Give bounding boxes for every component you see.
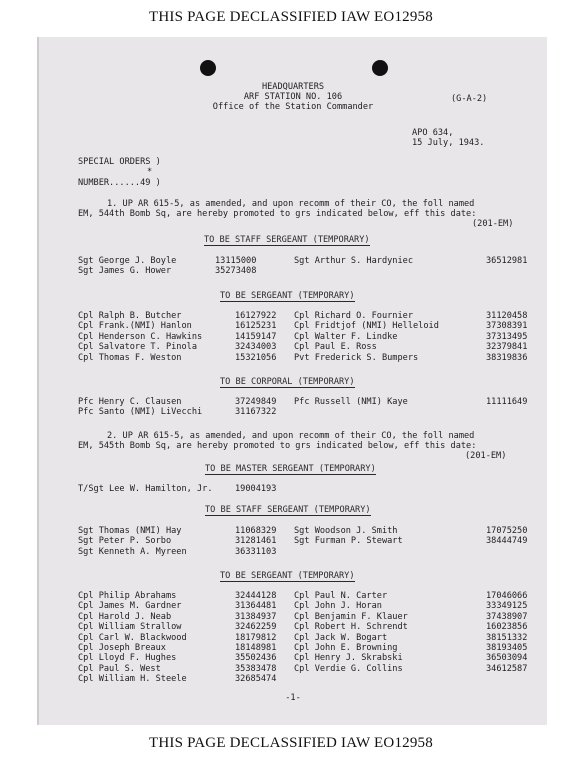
soldier-name: Cpl Paul E. Ross (294, 342, 377, 353)
soldier-name: Pvt Frederick S. Bumpers (294, 352, 419, 363)
soldier-name: Sgt Kenneth A. Myreen (78, 546, 187, 557)
soldier-name: Sgt Woodson J. Smith (294, 526, 398, 536)
soldier-name: Cpl Verdie G. Collins (294, 663, 403, 674)
soldier-name: Cpl Fridtjof (NMI) Helleloid (294, 321, 439, 332)
soldier-name: Cpl Henry J. Skrabski (294, 653, 403, 664)
serial-number: 35383478 (235, 663, 277, 674)
serial-number: 35273408 (215, 266, 257, 277)
serial-number: 33349125 (486, 601, 528, 612)
section-heading: TO BE CORPORAL (TEMPORARY) (220, 377, 355, 387)
serial-number: 31167322 (235, 407, 277, 418)
soldier-name: Cpl William H. Steele (78, 674, 187, 685)
serial-number: 36503094 (486, 653, 528, 664)
serial-number: 19004193 (235, 484, 277, 494)
soldier-name: Sgt Furman P. Stewart (294, 536, 403, 547)
serial-number: 35502436 (235, 653, 277, 664)
soldier-name: Cpl Lloyd F. Hughes (78, 653, 177, 664)
serial-number: 38151332 (486, 632, 528, 643)
serial-number: 13115000 (215, 256, 257, 266)
serial-number: 36331103 (235, 546, 277, 557)
serial-number: 36512981 (486, 256, 528, 266)
para1-line2: EM, 544th Bomb Sq, are hereby promoted to grs indicated below, eff this date: (78, 209, 477, 219)
soldier-name: Cpl Walter F. Lindke (294, 331, 398, 342)
soldier-name: Pfc Russell (NMI) Kaye (294, 397, 408, 407)
serial-number: 16023856 (486, 622, 528, 633)
soldier-name: Cpl Benjamin F. Klauer (294, 611, 408, 622)
soldier-name: Cpl Paul S. West (78, 663, 161, 674)
serial-number: 31384937 (235, 611, 277, 622)
soldier-name: Cpl John J. Horan (294, 601, 382, 612)
para1-line3: (201-EM) (472, 219, 514, 229)
para2-line2: EM, 545th Bomb Sq, are hereby promoted to grs indicated below, eff this date: (78, 441, 477, 451)
header-office: Office of the Station Commander (212, 102, 374, 112)
serial-number: 34612587 (486, 663, 528, 674)
document-page (37, 37, 547, 725)
section-heading: TO BE SERGEANT (TEMPORARY) (220, 291, 355, 301)
serial-number: 31120458 (486, 311, 528, 321)
soldier-name: Cpl James M. Gardner (78, 601, 182, 612)
para2-line3: (201-EM) (465, 451, 507, 461)
soldier-name: Sgt George J. Boyle (78, 256, 177, 266)
soldier-name: Cpl Salvatore T. Pinola (78, 342, 197, 353)
soldier-name: T/Sgt Lee W. Hamilton, Jr. (78, 484, 213, 494)
page-number: -1- (285, 693, 301, 703)
serial-number: 17046066 (486, 591, 528, 601)
soldier-name: Cpl Philip Abrahams (78, 591, 177, 601)
header-code: (G-A-2) (451, 94, 488, 104)
serial-number: 16127922 (235, 311, 277, 321)
serial-number: 15321056 (235, 352, 277, 363)
soldier-name: Cpl Paul N. Carter (294, 591, 388, 601)
serial-number: 38193405 (486, 643, 528, 653)
soldier-name: Cpl Frank.(NMI) Hanlon (78, 321, 192, 332)
soldier-name: Cpl Thomas F. Weston (78, 352, 182, 363)
soldier-name: Sgt Arthur S. Hardyniec (294, 256, 413, 266)
soldier-name: Sgt James G. Hower (78, 266, 172, 277)
header-station: ARF STATION NO. 106 (243, 92, 343, 102)
soldier-name: Pfc Henry C. Clausen (78, 397, 182, 407)
serial-number: 18179812 (235, 632, 277, 643)
serial-number: 11111649 (486, 397, 528, 407)
serial-number: 37308391 (486, 321, 528, 332)
serial-number: 32462259 (235, 622, 277, 633)
soldier-name: Cpl Jack W. Bogart (294, 632, 388, 643)
serial-number: 31364481 (235, 601, 277, 612)
soldier-name: Cpl Carl W. Blackwood (78, 632, 187, 643)
serial-number: 37249849 (235, 397, 277, 407)
soldier-name: Cpl Harold J. Neab (78, 611, 172, 622)
soldier-name: Cpl Joseph Breaux (78, 643, 166, 653)
header-headquarters: HEADQUARTERS (261, 82, 325, 92)
section-heading: TO BE MASTER SERGEANT (TEMPORARY) (205, 464, 376, 474)
header-apo: APO 634, (412, 128, 454, 138)
para2-line1: 2. UP AR 615-5, as amended, and upon recomm of their CO, the foll named (107, 431, 475, 441)
serial-number: 11068329 (235, 526, 277, 536)
serial-number: 32685474 (235, 674, 277, 685)
punch-hole-right (372, 60, 388, 76)
soldier-name: Cpl Henderson C. Hawkins (78, 331, 203, 342)
serial-number: 38319836 (486, 352, 528, 363)
serial-number: 31281461 (235, 536, 277, 547)
serial-number: 32379841 (486, 342, 528, 353)
soldier-name: Sgt Thomas (NMI) Hay (78, 526, 182, 536)
serial-number: 17075250 (486, 526, 528, 536)
serial-number: 32444128 (235, 591, 277, 601)
soldier-name: Cpl William Strallow (78, 622, 182, 633)
serial-number: 37313495 (486, 331, 528, 342)
punch-hole-left (200, 60, 216, 76)
section-heading: TO BE STAFF SERGEANT (TEMPORARY) (204, 235, 370, 245)
section-heading: TO BE SERGEANT (TEMPORARY) (220, 571, 355, 581)
declassified-banner-bottom: THIS PAGE DECLASSIFIED IAW EO12958 (149, 735, 433, 751)
serial-number: 37438907 (486, 611, 528, 622)
soldier-name: Cpl Robert H. Schrendt (294, 622, 408, 633)
soldier-name: Cpl John E. Browning (294, 643, 398, 653)
soldier-name: Cpl Ralph B. Butcher (78, 311, 182, 321)
header-date: 15 July, 1943. (412, 138, 485, 148)
serial-number: 16125231 (235, 321, 277, 332)
soldier-name: Pfc Santo (NMI) LiVecchi (78, 407, 203, 418)
serial-number: 14159147 (235, 331, 277, 342)
para1-line1: 1. UP AR 615-5, as amended, and upon recomm of their CO, the foll named (107, 199, 475, 209)
soldier-name: Cpl Richard O. Fournier (294, 311, 413, 321)
declassified-banner-top: THIS PAGE DECLASSIFIED IAW EO12958 (149, 9, 433, 25)
serial-number: 38444749 (486, 536, 528, 547)
section-heading: TO BE STAFF SERGEANT (TEMPORARY) (205, 505, 371, 515)
soldier-name: Sgt Peter P. Sorbo (78, 536, 172, 547)
serial-number: 18148981 (235, 643, 277, 653)
special-orders-label: SPECIAL ORDERS ) (78, 157, 161, 167)
serial-number: 32434003 (235, 342, 277, 353)
orders-number: NUMBER......49 ) (78, 178, 161, 188)
orders-star: * (147, 167, 153, 177)
